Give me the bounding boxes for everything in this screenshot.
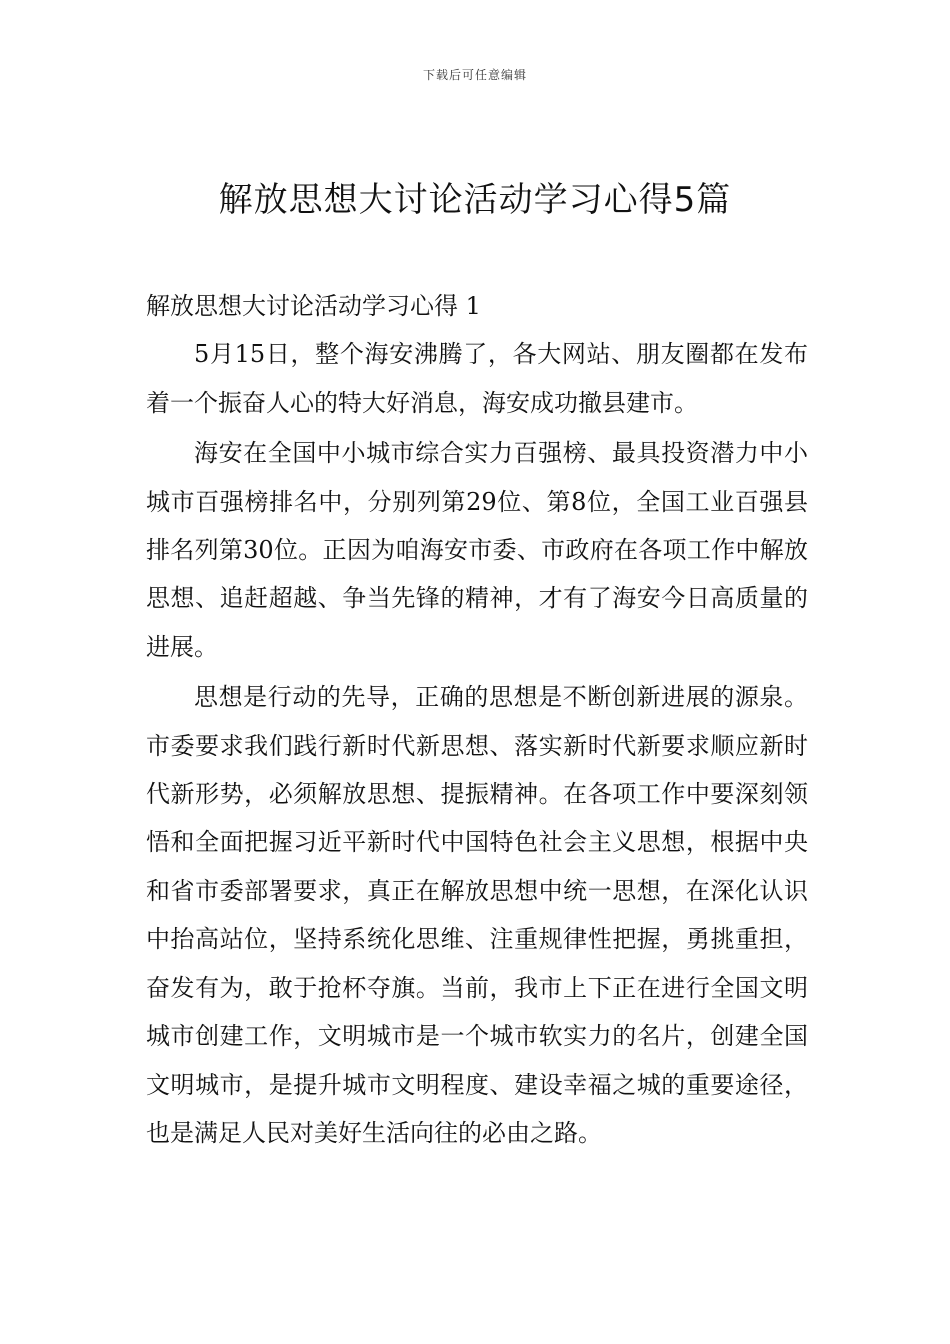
paragraph-1: 5月15日，整个海安沸腾了，各大网站、朋友圈都在发布着一个振奋人心的特大好消息，海安成功撤县建市。: [146, 340, 808, 417]
paragraph-2: 海安在全国中小城市综合实力百强榜、最具投资潜力中小城市百强榜排名中，分别列第29位、第8位，全国工业百强县排名列第30位。正因为咱海安市委、市政府在各项工作中解放思想、追赶超越、争当先锋的精神，才有了海安今日高质量的进展。: [146, 439, 808, 661]
section-heading: 解放思想大讨论活动学习心得 1: [146, 292, 481, 320]
document-title: 解放思想大讨论活动学习心得5篇: [218, 180, 732, 220]
document-body: [146, 282, 808, 1157]
header-note: 下载后可任意编辑: [422, 68, 527, 82]
paragraph-3: 思想是行动的先导，正确的思想是不断创新进展的源泉。市委要求我们践行新时代新思想、落实新时代新要求顺应新时代新形势，必须解放思想、提振精神。在各项工作中要深刻领悟和全面把握习近平新时代中国特色社会主义思想，根据中央和省市委部署要求，真正在解放思想中统一思想，在深化认识中抬高站位，坚持系统化思维、注重规律性把握，勇挑重担，奋发有为，敢于抢杯夺旗。当前，我市上下正在进行全国文明城市创建工作，文明城市是一个城市软实力的名片，创建全国文明城市，是提升城市文明程度、建设幸福之城的重要途径，也是满足人民对美好生活向往的必由之路。: [146, 683, 808, 1147]
